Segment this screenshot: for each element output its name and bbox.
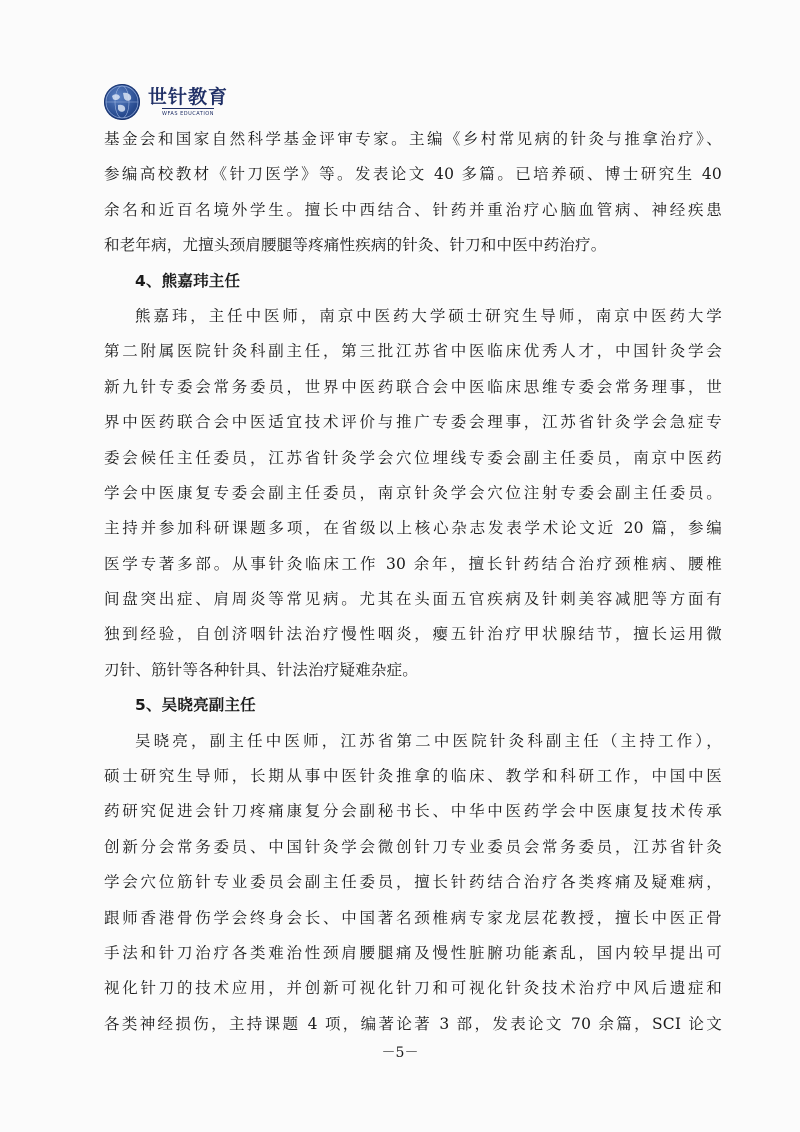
text-line: 熊嘉玮，主任中医师，南京中医药大学硕士研究生导师，南京中医药大学 xyxy=(135,306,722,325)
logo-english-name: WFAS EDUCATION xyxy=(162,108,214,118)
text-line: 界中医药联合会中医适宜技术评价与推广专委会理事，江苏省针灸学会急症专 xyxy=(104,413,722,432)
text-line: 视化针刀的技术应用，并创新可视化针刀和可视化针灸技术治疗中风后遗症和 xyxy=(104,979,722,998)
logo-chinese-name: 世针教育 xyxy=(148,86,229,108)
text-line: 跟师香港骨伤学会终身会长、中国著名颈椎病专家龙层花教授，擅长中医正骨 xyxy=(104,908,722,927)
document-body xyxy=(104,122,722,1042)
text-line: 和老年病，尤擅头颈肩腰腿等疼痛性疾病的针灸、针刀和中医中药治疗。 xyxy=(104,236,607,255)
text-line: 独到经验，自创济咽针法治疗慢性咽炎，瘿五针治疗甲状腺结节，擅长运用微 xyxy=(104,625,722,644)
text-line: 间盘突出症、肩周炎等常见病。尤其在头面五官疾病及针刺美容减肥等方面有 xyxy=(104,590,722,609)
globe-logo-icon xyxy=(104,84,140,120)
text-line: 委会候任主任委员，江苏省针灸学会穴位埋线专委会副主任委员，南京中医药 xyxy=(104,448,722,467)
text-line: 主持并参加科研课题多项，在省级以上核心杂志发表学术论文近 20 篇，参编 xyxy=(104,519,722,538)
text-line: 药研究促进会针刀疼痛康复分会副秘书长、中华中医药学会中医康复技术传承 xyxy=(104,802,722,821)
logo xyxy=(104,84,228,120)
text-line: 手法和针刀治疗各类难治性颈肩腰腿痛及慢性脏腑功能紊乱，国内较早提出可 xyxy=(104,943,722,962)
section-heading-5: 5、吴晓亮副主任 xyxy=(135,696,256,715)
text-line: 参编高校教材《针刀医学》等。发表论文 40 多篇。已培养硕、博士研究生 40 xyxy=(104,165,722,184)
text-line: 吴晓亮，副主任中医师，江苏省第二中医院针灸科副主任（主持工作）， xyxy=(135,731,722,750)
text-line: 各类神经损伤，主持课题 4 项，编著论著 3 部，发表论文 70 余篇，SCI 论文 xyxy=(104,1014,722,1033)
text-line: 创新分会常务委员、中国针灸学会微创针刀专业委员会常务委员，江苏省针灸 xyxy=(104,837,722,856)
text-line: 第二附属医院针灸科副主任，第三批江苏省中医临床优秀人才，中国针灸学会 xyxy=(104,342,722,361)
text-line: 医学专著多部。从事针灸临床工作 30 余年，擅长针药结合治疗颈椎病、腰椎 xyxy=(104,554,722,573)
text-line: 硕士研究生导师，长期从事中医针灸推拿的临床、教学和科研工作，中国中医 xyxy=(104,767,722,786)
section-heading-4: 4、熊嘉玮主任 xyxy=(135,271,241,290)
text-line: 余名和近百名境外学生。擅长中西结合、针药并重治疗心脑血管病、神经疾患 xyxy=(104,200,722,219)
text-line: 基金会和国家自然科学基金评审专家。主编《乡村常见病的针灸与推拿治疗》、 xyxy=(104,130,722,148)
text-line: 学会中医康复专委会副主任委员，南京针灸学会穴位注射专委会副主任委员。 xyxy=(104,483,722,502)
text-line: 学会穴位筋针专业委员会副主任委员，擅长针药结合治疗各类疼痛及疑难病， xyxy=(104,873,722,892)
page-number: －5－ xyxy=(381,1045,419,1061)
logo-text xyxy=(148,86,228,118)
text-line: 刃针、筋针等各种针具、针法治疗疑难杂症。 xyxy=(104,660,419,679)
text-line: 新九针专委会常务委员，世界中医药联合会中医临床思维专委会常务理事，世 xyxy=(104,377,722,396)
